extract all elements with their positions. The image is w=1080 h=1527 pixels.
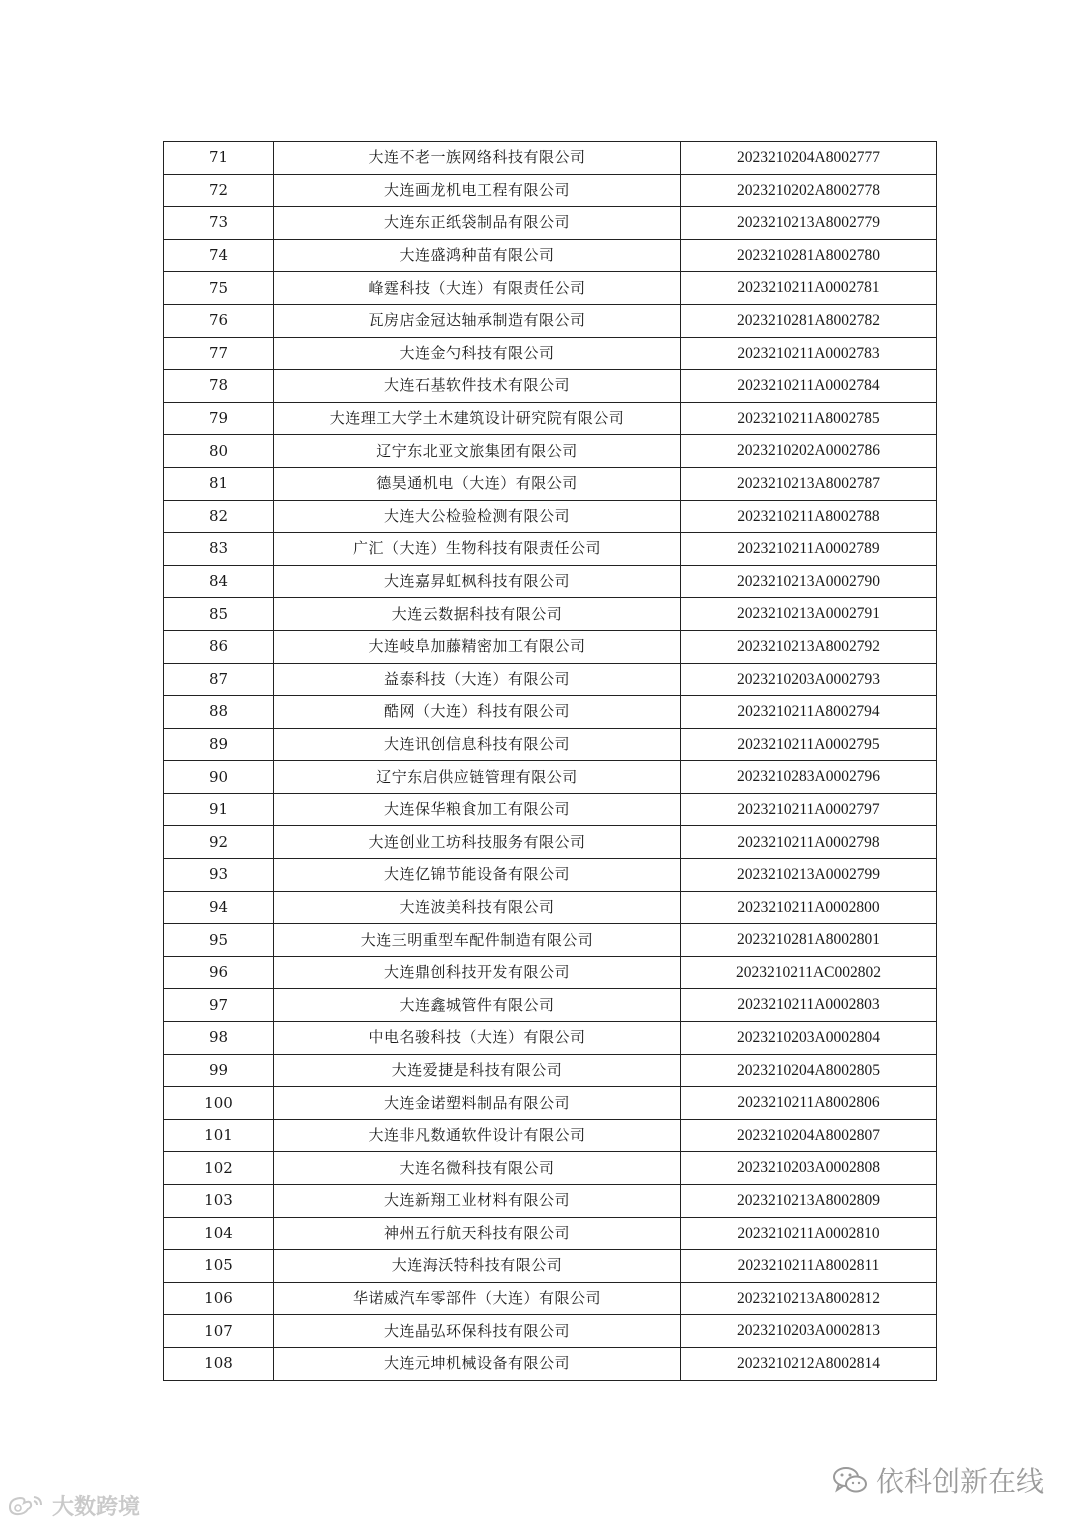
company-name-cell: 辽宁东北亚文旅集团有限公司 bbox=[274, 435, 681, 468]
row-number-cell: 103 bbox=[164, 1185, 274, 1218]
registration-code-cell: 2023210211A0002803 bbox=[681, 989, 937, 1022]
row-number-cell: 76 bbox=[164, 304, 274, 337]
registration-code-cell: 2023210213A8002787 bbox=[681, 467, 937, 500]
registration-code-cell: 2023210211A0002800 bbox=[681, 891, 937, 924]
company-name-cell: 峰霆科技（大连）有限责任公司 bbox=[274, 272, 681, 305]
table-row bbox=[164, 1315, 937, 1348]
registration-code-cell: 2023210281A8002801 bbox=[681, 924, 937, 957]
registration-code-cell: 2023210211A0002781 bbox=[681, 272, 937, 305]
registration-code-cell: 2023210211A8002806 bbox=[681, 1087, 937, 1120]
company-name-cell: 大连创业工坊科技服务有限公司 bbox=[274, 826, 681, 859]
company-name-cell: 大连东正纸袋制品有限公司 bbox=[274, 207, 681, 240]
registration-code-cell: 2023210211A0002783 bbox=[681, 337, 937, 370]
registration-code-cell: 2023210211A8002811 bbox=[681, 1250, 937, 1283]
row-number-cell: 85 bbox=[164, 598, 274, 631]
row-number-cell: 104 bbox=[164, 1217, 274, 1250]
table-row bbox=[164, 1185, 937, 1218]
company-name-cell: 大连嘉昇虹枫科技有限公司 bbox=[274, 565, 681, 598]
registration-code-cell: 2023210203A0002793 bbox=[681, 663, 937, 696]
row-number-cell: 88 bbox=[164, 696, 274, 729]
table-row bbox=[164, 859, 937, 892]
watermark-right-text: 依科创新在线 bbox=[875, 1465, 1044, 1498]
table-row bbox=[164, 826, 937, 859]
table-row bbox=[164, 989, 937, 1022]
watermark-left-text: 大数跨境 bbox=[52, 1495, 141, 1520]
table-row bbox=[164, 1022, 937, 1055]
registration-code-cell: 2023210202A0002786 bbox=[681, 435, 937, 468]
table-row bbox=[164, 207, 937, 240]
registration-code-cell: 2023210213A0002791 bbox=[681, 598, 937, 631]
table-row bbox=[164, 304, 937, 337]
watermark-right bbox=[832, 1460, 1044, 1500]
table-row bbox=[164, 239, 937, 272]
row-number-cell: 100 bbox=[164, 1087, 274, 1120]
row-number-cell: 90 bbox=[164, 761, 274, 794]
registration-code-cell: 2023210202A8002778 bbox=[681, 174, 937, 207]
registration-code-cell: 2023210203A0002808 bbox=[681, 1152, 937, 1185]
company-name-cell: 大连三明重型车配件制造有限公司 bbox=[274, 924, 681, 957]
registration-code-cell: 2023210213A8002792 bbox=[681, 630, 937, 663]
company-name-cell: 大连画龙机电工程有限公司 bbox=[274, 174, 681, 207]
company-name-cell: 辽宁东启供应链管理有限公司 bbox=[274, 761, 681, 794]
company-name-cell: 大连盛鸿种苗有限公司 bbox=[274, 239, 681, 272]
row-number-cell: 106 bbox=[164, 1282, 274, 1315]
row-number-cell: 105 bbox=[164, 1250, 274, 1283]
table-row bbox=[164, 598, 937, 631]
row-number-cell: 71 bbox=[164, 142, 274, 175]
row-number-cell: 91 bbox=[164, 793, 274, 826]
company-name-cell: 益泰科技（大连）有限公司 bbox=[274, 663, 681, 696]
company-name-cell: 大连金勺科技有限公司 bbox=[274, 337, 681, 370]
company-name-cell: 大连岐阜加藤精密加工有限公司 bbox=[274, 630, 681, 663]
registration-code-cell: 2023210203A0002804 bbox=[681, 1022, 937, 1055]
table-row bbox=[164, 696, 937, 729]
registration-code-cell: 2023210213A8002779 bbox=[681, 207, 937, 240]
row-number-cell: 72 bbox=[164, 174, 274, 207]
company-name-cell: 大连新翔工业材料有限公司 bbox=[274, 1185, 681, 1218]
registration-code-cell: 2023210212A8002814 bbox=[681, 1347, 937, 1380]
row-number-cell: 93 bbox=[164, 859, 274, 892]
registration-code-cell: 2023210283A0002796 bbox=[681, 761, 937, 794]
company-name-cell: 广汇（大连）生物科技有限责任公司 bbox=[274, 533, 681, 566]
registration-code-cell: 2023210211A0002798 bbox=[681, 826, 937, 859]
table-row bbox=[164, 728, 937, 761]
table-row bbox=[164, 467, 937, 500]
company-name-cell: 中电名骏科技（大连）有限公司 bbox=[274, 1022, 681, 1055]
table-row bbox=[164, 1087, 937, 1120]
registration-code-cell: 2023210213A8002812 bbox=[681, 1282, 937, 1315]
company-name-cell: 华诺威汽车零部件（大连）有限公司 bbox=[274, 1282, 681, 1315]
row-number-cell: 78 bbox=[164, 370, 274, 403]
row-number-cell: 74 bbox=[164, 239, 274, 272]
company-name-cell: 大连元坤机械设备有限公司 bbox=[274, 1347, 681, 1380]
table-row bbox=[164, 272, 937, 305]
registration-code-cell: 2023210211A0002810 bbox=[681, 1217, 937, 1250]
table-row bbox=[164, 1250, 937, 1283]
table-row bbox=[164, 500, 937, 533]
row-number-cell: 77 bbox=[164, 337, 274, 370]
table-row bbox=[164, 174, 937, 207]
company-name-cell: 大连讯创信息科技有限公司 bbox=[274, 728, 681, 761]
table-row bbox=[164, 956, 937, 989]
table-row bbox=[164, 630, 937, 663]
row-number-cell: 102 bbox=[164, 1152, 274, 1185]
company-name-cell: 大连金诺塑料制品有限公司 bbox=[274, 1087, 681, 1120]
company-name-cell: 大连非凡数通软件设计有限公司 bbox=[274, 1119, 681, 1152]
registration-table bbox=[163, 141, 937, 1381]
company-name-cell: 瓦房店金冠达轴承制造有限公司 bbox=[274, 304, 681, 337]
table-row bbox=[164, 891, 937, 924]
company-name-cell: 大连云数据科技有限公司 bbox=[274, 598, 681, 631]
row-number-cell: 92 bbox=[164, 826, 274, 859]
registration-code-cell: 2023210203A0002813 bbox=[681, 1315, 937, 1348]
registration-code-cell: 2023210211A0002789 bbox=[681, 533, 937, 566]
row-number-cell: 108 bbox=[164, 1347, 274, 1380]
row-number-cell: 79 bbox=[164, 402, 274, 435]
row-number-cell: 94 bbox=[164, 891, 274, 924]
registration-code-cell: 2023210211A0002797 bbox=[681, 793, 937, 826]
row-number-cell: 80 bbox=[164, 435, 274, 468]
row-number-cell: 101 bbox=[164, 1119, 274, 1152]
registration-code-cell: 2023210211A0002795 bbox=[681, 728, 937, 761]
watermark-left bbox=[6, 1490, 140, 1521]
registration-code-cell: 2023210204A8002805 bbox=[681, 1054, 937, 1087]
table-row bbox=[164, 1054, 937, 1087]
company-name-cell: 大连鼎创科技开发有限公司 bbox=[274, 956, 681, 989]
row-number-cell: 82 bbox=[164, 500, 274, 533]
registration-code-cell: 2023210213A8002809 bbox=[681, 1185, 937, 1218]
row-number-cell: 89 bbox=[164, 728, 274, 761]
weibo-logo-icon bbox=[6, 1493, 46, 1519]
registration-code-cell: 2023210213A0002790 bbox=[681, 565, 937, 598]
row-number-cell: 95 bbox=[164, 924, 274, 957]
registration-code-cell: 2023210211A0002784 bbox=[681, 370, 937, 403]
company-name-cell: 大连爱捷是科技有限公司 bbox=[274, 1054, 681, 1087]
company-name-cell: 大连大公检验检测有限公司 bbox=[274, 500, 681, 533]
row-number-cell: 81 bbox=[164, 467, 274, 500]
company-name-cell: 神州五行航天科技有限公司 bbox=[274, 1217, 681, 1250]
company-name-cell: 大连鑫城管件有限公司 bbox=[274, 989, 681, 1022]
company-name-cell: 大连晶弘环保科技有限公司 bbox=[274, 1315, 681, 1348]
company-name-cell: 大连波美科技有限公司 bbox=[274, 891, 681, 924]
registration-code-cell: 2023210211A8002794 bbox=[681, 696, 937, 729]
table-row bbox=[164, 435, 937, 468]
row-number-cell: 83 bbox=[164, 533, 274, 566]
company-name-cell: 大连名微科技有限公司 bbox=[274, 1152, 681, 1185]
registration-code-cell: 2023210204A8002777 bbox=[681, 142, 937, 175]
company-name-cell: 德昊通机电（大连）有限公司 bbox=[274, 467, 681, 500]
registration-code-cell: 2023210281A8002780 bbox=[681, 239, 937, 272]
company-name-cell: 酷网（大连）科技有限公司 bbox=[274, 696, 681, 729]
row-number-cell: 99 bbox=[164, 1054, 274, 1087]
table-row bbox=[164, 533, 937, 566]
table-row bbox=[164, 793, 937, 826]
row-number-cell: 97 bbox=[164, 989, 274, 1022]
table-row bbox=[164, 370, 937, 403]
table-row bbox=[164, 761, 937, 794]
table-row bbox=[164, 663, 937, 696]
row-number-cell: 75 bbox=[164, 272, 274, 305]
row-number-cell: 98 bbox=[164, 1022, 274, 1055]
row-number-cell: 87 bbox=[164, 663, 274, 696]
registration-code-cell: 2023210211AC002802 bbox=[681, 956, 937, 989]
table-row bbox=[164, 1282, 937, 1315]
company-name-cell: 大连亿锦节能设备有限公司 bbox=[274, 859, 681, 892]
wechat-logo-icon bbox=[832, 1465, 868, 1495]
table-row bbox=[164, 565, 937, 598]
table-row bbox=[164, 142, 937, 175]
table-row bbox=[164, 1152, 937, 1185]
registration-code-cell: 2023210204A8002807 bbox=[681, 1119, 937, 1152]
row-number-cell: 96 bbox=[164, 956, 274, 989]
table-row bbox=[164, 1119, 937, 1152]
table-row bbox=[164, 1347, 937, 1380]
registration-code-cell: 2023210211A8002788 bbox=[681, 500, 937, 533]
table-row bbox=[164, 337, 937, 370]
table-body bbox=[164, 142, 937, 1381]
row-number-cell: 73 bbox=[164, 207, 274, 240]
company-name-cell: 大连保华粮食加工有限公司 bbox=[274, 793, 681, 826]
registration-code-cell: 2023210213A0002799 bbox=[681, 859, 937, 892]
table-row bbox=[164, 1217, 937, 1250]
table-row bbox=[164, 402, 937, 435]
row-number-cell: 107 bbox=[164, 1315, 274, 1348]
company-name-cell: 大连理工大学土木建筑设计研究院有限公司 bbox=[274, 402, 681, 435]
registration-code-cell: 2023210211A8002785 bbox=[681, 402, 937, 435]
table-row bbox=[164, 924, 937, 957]
row-number-cell: 84 bbox=[164, 565, 274, 598]
company-name-cell: 大连不老一族网络科技有限公司 bbox=[274, 142, 681, 175]
row-number-cell: 86 bbox=[164, 630, 274, 663]
company-name-cell: 大连石基软件技术有限公司 bbox=[274, 370, 681, 403]
registration-code-cell: 2023210281A8002782 bbox=[681, 304, 937, 337]
company-name-cell: 大连海沃特科技有限公司 bbox=[274, 1250, 681, 1283]
